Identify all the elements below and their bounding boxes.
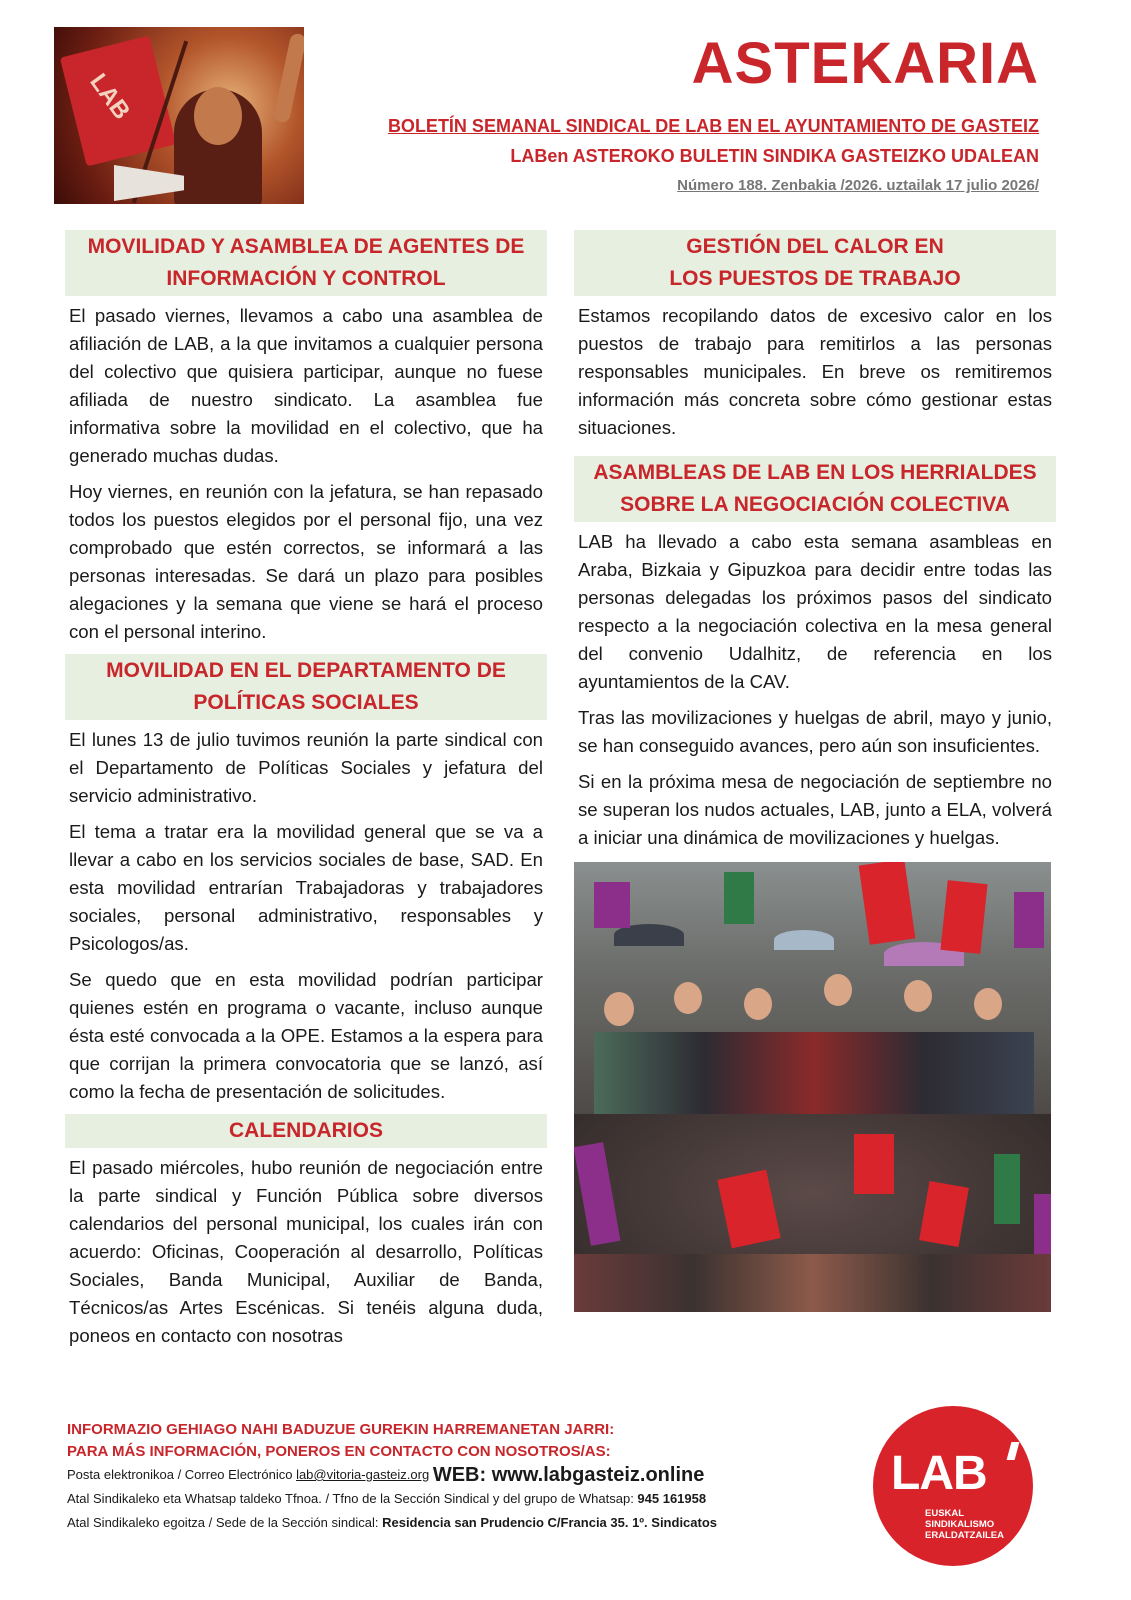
heading-line: MOVILIDAD Y ASAMBLEA DE AGENTES DE — [87, 235, 525, 258]
address-value: Residencia san Prudencio C/Francia 35. 1º. Sindicatos — [382, 1515, 718, 1530]
footer-email-row — [67, 1463, 867, 1487]
email-label: Posta elektronikoa / Correo Electrónico — [67, 1467, 297, 1482]
subtitle-spanish: BOLETÍN SEMANAL SINDICAL DE LAB EN EL AYUNTAMIENTO DE GASTEIZ — [387, 116, 1039, 136]
lab-flag — [60, 36, 176, 167]
article-paragraph: Estamos recopilando datos de excesivo calor en los puestos de trabajo para remitirlos a las personas responsables municipales. En breve os remitiremos información más concreta sobre cómo gestionar estas situaciones. — [578, 305, 1052, 438]
article-paragraph: Se quedo que en esta movilidad podrían participar quienes estén en programa o vacante, incluso aunque ésta esté convocada a la OPE. Estamos a la espera para que corrijan la primera convocatoria que se lanzó, así como la fecha de presentación de solicitudes. — [69, 969, 543, 1102]
article-paragraph: Hoy viernes, en reunión con la jefatura, se han repasado todos los puestos elegidos por el personal fijo, una vez comprobado que estén correctos, se informará a las personas interesadas. Se dará un plazo para posibles alegaciones y la semana que viene se hará el proceso con el personal interino. — [69, 481, 543, 642]
logo-tag-line: SINDIKALISMO — [925, 1519, 995, 1530]
phone-label: Atal Sindikaleko eta Whatsap taldeko Tfnoa. / Tfno de la Sección Sindical y del grupo de Whatsap: — [67, 1491, 638, 1506]
logo-tagline — [925, 1508, 1004, 1541]
footer-contact — [67, 1419, 867, 1535]
website-link[interactable]: WEB: www.labgasteiz.online — [432, 1464, 705, 1486]
article-paragraph: El pasado viernes, llevamos a cabo una asamblea de afiliación de LAB, a la que invitamos a cualquier persona del colectivo que quisiera participar, aunque no fuese afiliada de nuestro sindicato. La asamblea fue informativa sobre la movilidad en el colectivo, que ha generado muchas dudas. — [69, 305, 543, 466]
footer-phone-row — [67, 1487, 867, 1511]
lab-logo — [873, 1406, 1033, 1566]
header-photo — [54, 27, 304, 204]
logo-tag-line: ERALDATZAILEA — [925, 1530, 1004, 1541]
issue-number: Número 188. Zenbakia /2026. uztailak 17 julio 2026/ — [677, 177, 1039, 194]
heading-line: INFORMACIÓN Y CONTROL — [166, 267, 446, 290]
right-column — [574, 230, 1056, 1312]
section-heading-calor — [574, 230, 1056, 296]
newsletter-title: ASTEKARIA — [691, 31, 1039, 96]
left-column — [65, 230, 547, 1358]
raised-fist — [273, 32, 304, 123]
article-paragraph: Tras las movilizaciones y huelgas de abril, mayo y junio, se han conseguido avances, pero aún son insuficientes. — [578, 707, 1052, 756]
article-paragraph: El pasado miércoles, hubo reunión de negociación entre la parte sindical y Función Pública sobre diversos calendarios del personal municipal, los cuales irán con acuerdo: Oficinas, Cooperación al desarrollo, Políticas Sociales, Banda Municipal, Auxiliar de Banda, Técnicos/as Artes Escénicas. Si tenéis alguna duda, poneos en contacto con nosotras — [69, 1157, 543, 1346]
footer-heading-basque: INFORMAZIO GEHIAGO NAHI BADUZUE GUREKIN HARREMANETAN JARRI: — [67, 1421, 615, 1438]
heading-line: MOVILIDAD EN EL DEPARTAMENTO DE — [106, 659, 506, 682]
footer-address-row — [67, 1511, 867, 1535]
heading-line: POLÍTICAS SOCIALES — [193, 691, 419, 714]
phone-number: 945 161958 — [637, 1491, 707, 1506]
logo-tag-line: EUSKAL — [925, 1508, 965, 1519]
article-paragraph: El tema a tratar era la movilidad general que se va a llevar a cabo en los servicios sociales de base, SAD. En esta movilidad entrarían Trabajadoras y trabajadores sociales, personal administrativo, responsables y Psicologos/as. — [69, 821, 543, 954]
article-paragraph: Si en la próxima mesa de negociación de septiembre no se superan los nudos actuales, LAB, junto a ELA, volverá a iniciar una dinámica de movilizaciones y huelgas. — [578, 771, 1052, 848]
section-heading-agentes — [65, 230, 547, 296]
march-photo-bottom — [574, 1114, 1051, 1312]
article-paragraph: El lunes 13 de julio tuvimos reunión la parte sindical con el Departamento de Políticas Sociales y jefatura del servicio administrativo. — [69, 729, 543, 806]
footer-heading-spanish: PARA MÁS INFORMACIÓN, PONEROS EN CONTACTO CON NOSOTROS/AS: — [67, 1443, 611, 1460]
demonstration-photo — [574, 862, 1051, 1312]
section-heading-asambleas — [574, 456, 1056, 522]
heading-line: SOBRE LA NEGOCIACIÓN COLECTIVA — [620, 493, 1010, 516]
protester-head — [194, 87, 242, 145]
article-paragraph: LAB ha llevado a cabo esta semana asambleas en Araba, Bizkaia y Gipuzkoa para decidir entre todas las personas delegadas los próximos pasos del sindicato respecto a la negociación colectiva en la mesa general del convenio Udalhitz, de referencia en los ayuntamientos de la CAV. — [578, 531, 1052, 692]
section-heading-calendarios — [65, 1114, 547, 1148]
email-link[interactable]: lab@vitoria-gasteiz.org — [296, 1467, 430, 1482]
march-photo-top — [574, 862, 1051, 1114]
flag-text: LAB — [84, 68, 136, 125]
subtitle-basque: LABen ASTEROKO BULETIN SINDIKA GASTEIZKO UDALEAN — [510, 146, 1039, 166]
logo-text: LAB — [891, 1447, 987, 1500]
heading-line: ASAMBLEAS DE LAB EN LOS HERRIALDES — [593, 461, 1037, 484]
section-heading-politicas-sociales — [65, 654, 547, 720]
heading-line: CALENDARIOS — [228, 1119, 383, 1142]
address-label: Atal Sindikaleko egoitza / Sede de la Sección sindical: — [67, 1515, 383, 1530]
heading-line: LOS PUESTOS DE TRABAJO — [669, 267, 961, 290]
heading-line: GESTIÓN DEL CALOR EN — [686, 235, 944, 258]
logo-apostrophe — [1007, 1442, 1020, 1460]
